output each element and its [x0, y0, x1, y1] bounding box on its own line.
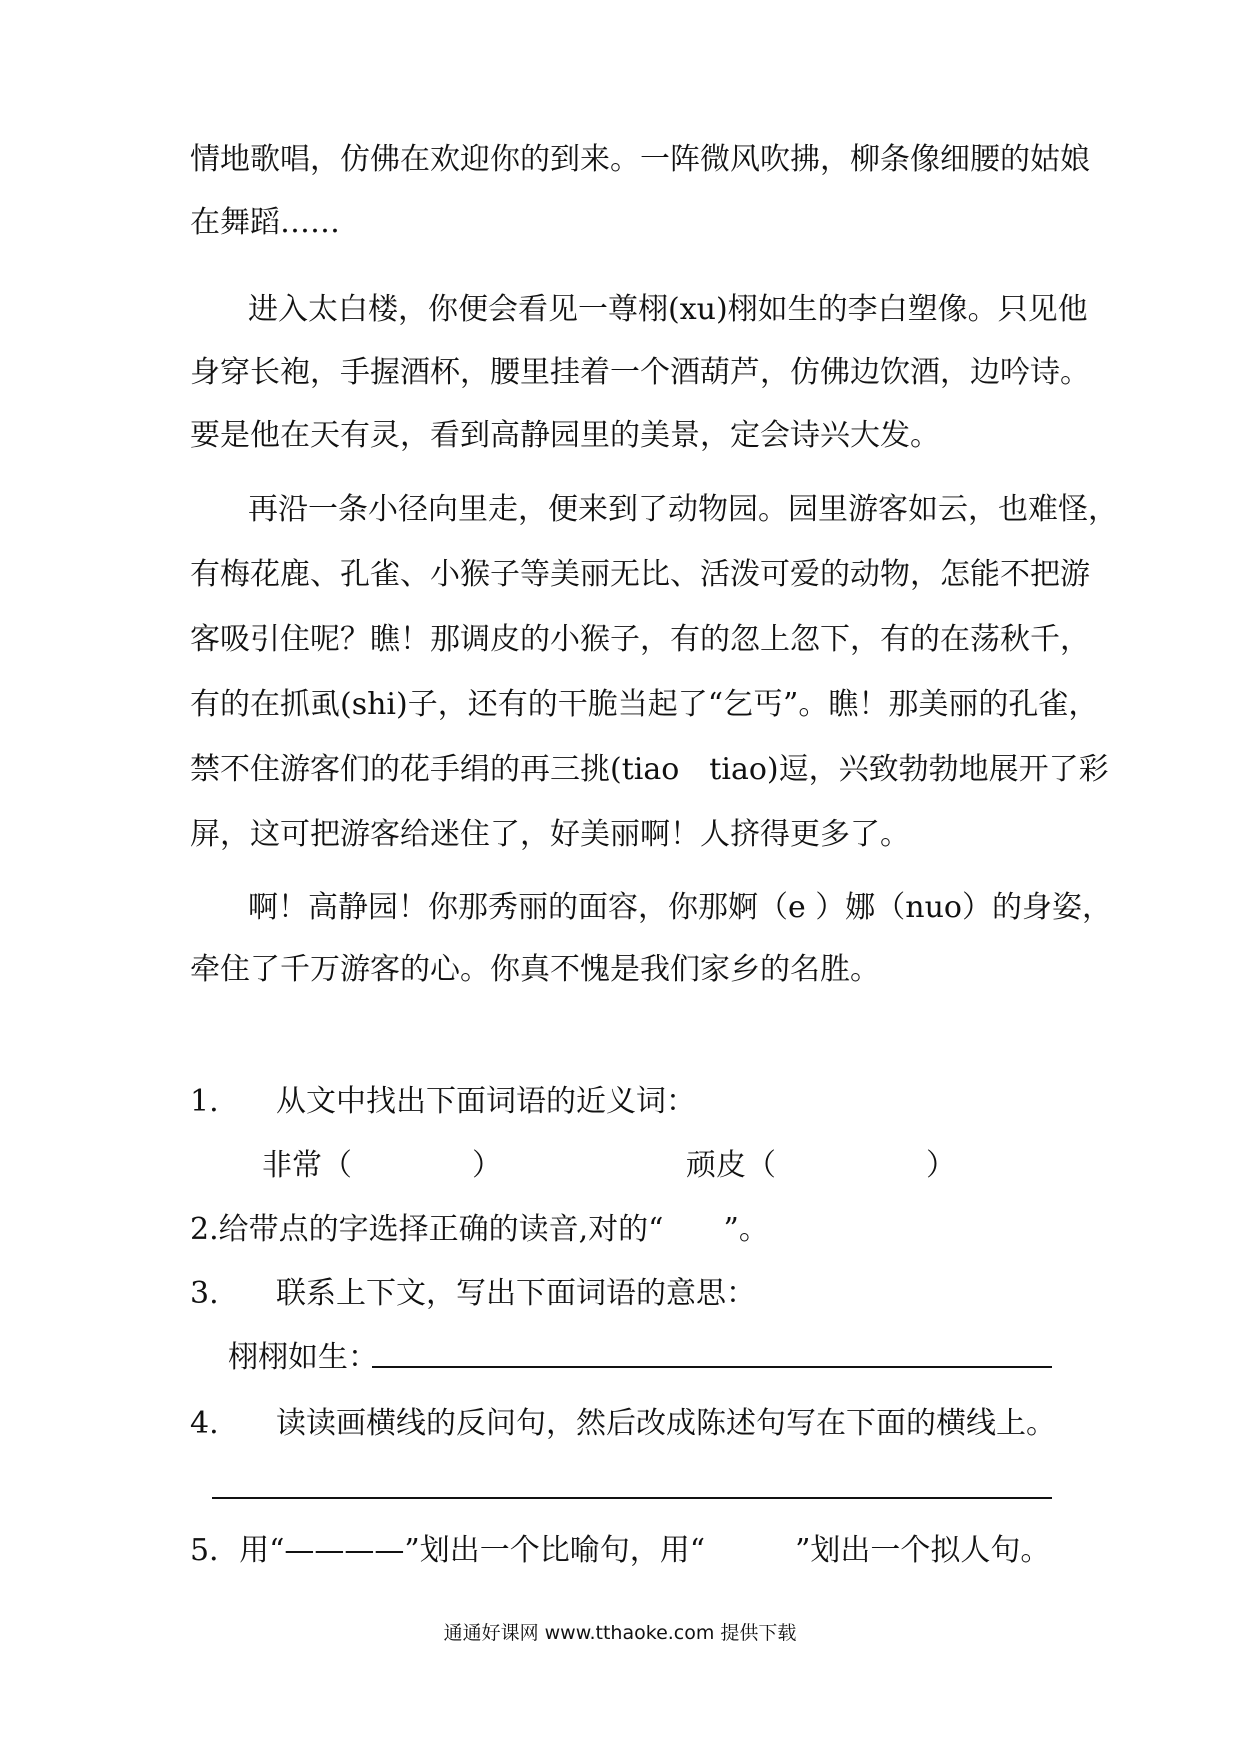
synonym-blank-2: 顽皮（ ） — [686, 1148, 956, 1183]
answer-line — [212, 1497, 1052, 1499]
passage-line: 身穿长袍，手握酒杯，腰里挂着一个酒葫芦，仿佛边饮酒，边吟诗。 — [190, 355, 1090, 390]
question-number: 1. — [190, 1084, 219, 1119]
passage-line: 情地歌唱，仿佛在欢迎你的到来。一阵微风吹拂，柳条像细腰的姑娘 — [190, 142, 1090, 177]
passage-line: 再沿一条小径向里走，便来到了动物园。园里游客如云，也难怪， — [248, 492, 1118, 527]
synonym-blank-1: 非常（ ） — [262, 1148, 502, 1183]
passage-line: 客吸引住呢？瞧！那调皮的小猴子，有的忽上忽下，有的在荡秋千， — [190, 622, 1090, 657]
passage-line: 牵住了千万游客的心。你真不愧是我们家乡的名胜。 — [190, 952, 880, 987]
question-text: 从文中找出下面词语的近义词： — [276, 1084, 696, 1119]
passage-line: 屏，这可把游客给迷住了，好美丽啊！人挤得更多了。 — [190, 817, 910, 852]
question-text: 2.给带点的字选择正确的读音,对的“ ”。 — [190, 1212, 769, 1247]
passage-line: 有梅花鹿、孔雀、小猴子等美丽无比、活泼可爱的动物，怎能不把游 — [190, 557, 1090, 592]
question-text: 5．用“————”划出一个比喻句，用“ ”划出一个拟人句。 — [190, 1533, 1051, 1568]
question-number: 3. — [190, 1276, 219, 1311]
question-text: 联系上下文，写出下面词语的意思： — [276, 1276, 756, 1311]
passage-line: 有的在抓虱(shi)子，还有的干脆当起了“乞丐”。瞧！那美丽的孔雀， — [190, 687, 1099, 722]
passage-line: 禁不住游客们的花手绢的再三挑(tiao tiao)逗，兴致勃勃地展开了彩 — [190, 752, 1109, 787]
passage-line: 在舞蹈…… — [190, 205, 340, 240]
question-text: 读读画横线的反问句，然后改成陈述句写在下面的横线上。 — [276, 1406, 1056, 1441]
term-label: 栩栩如生： — [228, 1340, 378, 1375]
footer-credit: 通通好课网 www.tthaoke.com 提供下载 — [443, 1622, 797, 1644]
passage-line: 啊！高静园！你那秀丽的面容，你那婀（e ）娜（nuo）的身姿， — [248, 890, 1112, 925]
answer-line — [372, 1366, 1052, 1368]
passage-line: 要是他在天有灵，看到高静园里的美景，定会诗兴大发。 — [190, 418, 940, 453]
passage-line: 进入太白楼，你便会看见一尊栩(xu)栩如生的李白塑像。只见他 — [248, 292, 1088, 327]
question-number: 4. — [190, 1406, 219, 1441]
